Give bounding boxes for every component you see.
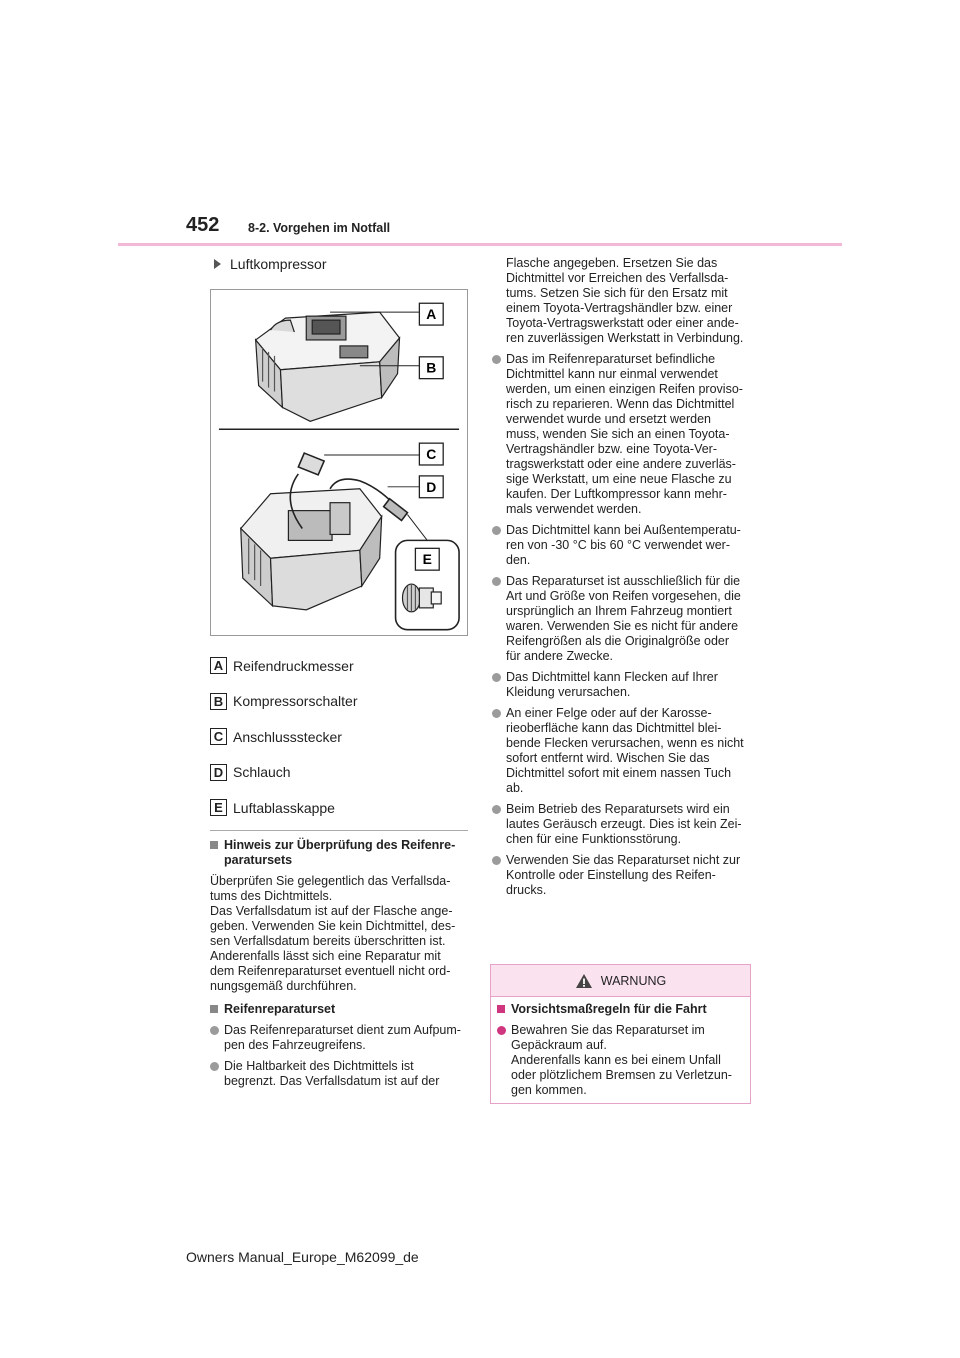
bullet-item bbox=[492, 352, 754, 517]
text-line: Überprüfen Sie gelegentlich das Verfallsda- bbox=[210, 874, 451, 888]
text-line: Dichtmittel vor Erreichen des Verfallsda- bbox=[506, 271, 729, 285]
square-bullet-icon bbox=[210, 1005, 218, 1013]
text-line: sige Werkstatt, um eine neue Flasche zu bbox=[506, 472, 732, 486]
legend-item bbox=[210, 755, 468, 791]
round-bullet-icon bbox=[210, 1026, 219, 1035]
bullet-item bbox=[492, 670, 754, 700]
text-line: rieoberfläche kann das Dichtmittel blei- bbox=[506, 721, 722, 735]
legend-item bbox=[210, 719, 468, 755]
callout-d: D bbox=[426, 478, 437, 495]
text-line: Reifengrößen als die Originalgröße oder bbox=[506, 634, 730, 648]
right-column bbox=[492, 256, 754, 904]
text-line: Das im Reifenreparaturset befindliche bbox=[506, 352, 716, 366]
round-bullet-icon bbox=[492, 355, 501, 364]
legend-text: Luftablasskappe bbox=[233, 799, 335, 816]
text-line: Dichtmittel sofort mit einem nassen Tuch bbox=[506, 766, 732, 780]
text-line: bende Flecken verursachen, wenn es nicht bbox=[506, 736, 744, 750]
text-line: Toyota-Vertragswerkstatt oder einer ande- bbox=[506, 316, 739, 330]
legend-letter: A bbox=[210, 657, 227, 674]
text-line: mals verwendet werden. bbox=[506, 502, 642, 516]
round-bullet-icon bbox=[210, 1062, 219, 1071]
bullet-item bbox=[497, 1023, 744, 1098]
square-bullet-icon bbox=[497, 1005, 505, 1013]
warning-header bbox=[491, 965, 750, 997]
bullet-item bbox=[492, 853, 754, 898]
header-rule bbox=[118, 243, 842, 246]
round-bullet-icon bbox=[492, 709, 501, 718]
legend-letter: E bbox=[210, 799, 227, 816]
warning-box bbox=[490, 964, 751, 1104]
text-line: chen für eine Funktionsstörung. bbox=[506, 832, 682, 846]
legend-text: Anschlussstecker bbox=[233, 728, 342, 745]
bullet-item bbox=[210, 1023, 468, 1053]
text-line: muss, wenden Sie sich an einen Toyota- bbox=[506, 427, 730, 441]
text-line: An einer Felge oder auf der Karosse- bbox=[506, 706, 712, 720]
text-line: Kontrolle oder Einstellung des Reifen- bbox=[506, 868, 716, 882]
text-line: drucks. bbox=[506, 883, 547, 897]
legend-text: Schlauch bbox=[233, 764, 291, 781]
callout-c: C bbox=[426, 446, 437, 463]
section-heading-text bbox=[224, 838, 468, 868]
text-line: Verwenden Sie das Reparaturset nicht zur bbox=[506, 853, 741, 867]
callout-b: B bbox=[426, 359, 437, 376]
legend-text: Reifendruckmesser bbox=[233, 657, 354, 674]
warning-triangle-icon bbox=[575, 973, 593, 989]
round-bullet-icon bbox=[492, 577, 501, 586]
text-line: Bewahren Sie das Reparaturset im bbox=[511, 1023, 705, 1037]
round-bullet-icon bbox=[492, 805, 501, 814]
text-line: ursprünglich an Ihrem Fahrzeug montiert bbox=[506, 604, 732, 618]
section-title: 8-2. Vorgehen im Notfall bbox=[248, 221, 391, 235]
callout-e: E bbox=[422, 551, 432, 568]
bullet-item bbox=[210, 1059, 468, 1089]
text-line: ren zuverlässigen Werkstatt in Verbindung. bbox=[506, 331, 744, 345]
text-line: Das Reifenreparaturset dient zum Aufpum- bbox=[224, 1023, 461, 1037]
text-line: tums des Dichtmittels. bbox=[210, 889, 333, 903]
text-line: Gepäckraum auf. bbox=[511, 1038, 607, 1052]
text-line: verwendet wurde und ersetzt werden bbox=[506, 412, 711, 426]
legend-letter: B bbox=[210, 693, 227, 710]
paragraph bbox=[492, 256, 754, 346]
text-line: sofort entfernt wird. Wischen Sie das bbox=[506, 751, 710, 765]
bullet-item bbox=[492, 706, 754, 796]
bullet-item bbox=[492, 802, 754, 847]
text-line: waren. Verwenden Sie es nicht für andere bbox=[506, 619, 739, 633]
section-heading bbox=[210, 1002, 468, 1017]
text-line: tragswerkstatt oder eine andere zuverläs- bbox=[506, 457, 736, 471]
text-line: Anderenfalls kann es bei einem Unfall bbox=[511, 1053, 721, 1067]
warning-body bbox=[491, 997, 750, 1098]
text-line: einem Toyota-Vertragshändler bzw. einer bbox=[506, 301, 733, 315]
text-line: lautes Geräusch erzeugt. Dies ist kein Zei- bbox=[506, 817, 742, 831]
warning-heading-text: Vorsichtsmaßregeln für die Fahrt bbox=[511, 1002, 707, 1016]
text-line: begrenzt. Das Verfallsdatum ist auf der bbox=[224, 1074, 440, 1088]
page-number: 452 bbox=[186, 214, 220, 236]
compressor-illustration bbox=[211, 290, 467, 635]
text-line: Das Dichtmittel kann bei Außentemperatu- bbox=[506, 523, 741, 537]
text-line: geben. Verwenden Sie kein Dichtmittel, des- bbox=[210, 919, 456, 933]
text-line: Anderenfalls lässt sich eine Reparatur mit bbox=[210, 949, 441, 963]
compressor-upper-drawing bbox=[256, 312, 400, 421]
warning-heading bbox=[497, 1002, 744, 1017]
text-line: risch zu reparieren. Wenn das Dichtmittel bbox=[506, 397, 735, 411]
text-line: tums. Setzen Sie sich für den Ersatz mit bbox=[506, 286, 728, 300]
text-line: pen des Fahrzeugreifens. bbox=[224, 1038, 366, 1052]
bullet-item bbox=[492, 523, 754, 568]
text-line: Art und Größe von Reifen vorgesehen, die bbox=[506, 589, 741, 603]
text-line: sen Verfallsdatum bereits überschritten ist. bbox=[210, 934, 446, 948]
figure-heading bbox=[214, 256, 326, 272]
callout-a: A bbox=[426, 306, 437, 323]
text-line: den. bbox=[506, 553, 531, 567]
text-line: Vertragshändler bzw. eine Toyota-Ver- bbox=[506, 442, 718, 456]
text-line: gen kommen. bbox=[511, 1083, 587, 1097]
footer-text: Owners Manual_Europe_M62099_de bbox=[186, 1249, 419, 1265]
left-column bbox=[210, 838, 468, 1095]
section-divider bbox=[210, 830, 468, 831]
legend-item bbox=[210, 684, 468, 720]
text-line: Dichtmittel kann nur einmal verwendet bbox=[506, 367, 718, 381]
legend-letter: D bbox=[210, 764, 227, 781]
heading-text: Hinweis zur Überprüfung des Reifenre-paratursets bbox=[224, 838, 456, 867]
round-bullet-icon bbox=[492, 673, 501, 682]
round-bullet-icon bbox=[497, 1026, 506, 1035]
round-bullet-icon bbox=[492, 856, 501, 865]
text-line: ab. bbox=[506, 781, 524, 795]
text-line: Das Verfallsdatum ist auf der Flasche ange- bbox=[210, 904, 453, 918]
paragraph bbox=[210, 874, 468, 994]
legend-text: Kompressorschalter bbox=[233, 693, 358, 710]
text-line: für andere Zwecke. bbox=[506, 649, 613, 663]
compressor-lower-drawing bbox=[241, 489, 382, 610]
text-line: Das Reparaturset ist ausschließlich für die bbox=[506, 574, 741, 588]
text-line: Das Dichtmittel kann Flecken auf Ihrer bbox=[506, 670, 718, 684]
legend-letter: C bbox=[210, 728, 227, 745]
text-line: werden, um einen einzigen Reifen proviso- bbox=[506, 382, 743, 396]
text-line: ren von -30 °C bis 60 °C verwendet wer- bbox=[506, 538, 730, 552]
bullet-item bbox=[492, 574, 754, 664]
text-line: Flasche angegeben. Ersetzen Sie das bbox=[506, 256, 718, 270]
section-heading bbox=[210, 838, 468, 868]
square-bullet-icon bbox=[210, 841, 218, 849]
text-line: dem Reifenreparaturset eventuell nicht ord- bbox=[210, 964, 451, 978]
text-line: nungsgemäß durchführen. bbox=[210, 979, 357, 993]
figure-legend bbox=[210, 648, 468, 826]
compressor-figure bbox=[210, 289, 468, 636]
text-line: Die Haltbarkeit des Dichtmittels ist bbox=[224, 1059, 414, 1073]
legend-item bbox=[210, 648, 468, 684]
text-line: kaufen. Der Luftkompressor kann mehr- bbox=[506, 487, 727, 501]
text-line: Kleidung verursachen. bbox=[506, 685, 631, 699]
figure-heading-text: Luftkompressor bbox=[230, 256, 327, 272]
round-bullet-icon bbox=[492, 526, 501, 535]
text-line: oder plötzlichem Bremsen zu Verletzun- bbox=[511, 1068, 732, 1082]
section-heading-text: Reifenreparaturset bbox=[224, 1002, 336, 1016]
triangle-bullet-icon bbox=[214, 259, 221, 269]
warning-title: WARNUNG bbox=[600, 973, 667, 988]
text-line: Beim Betrieb des Reparatursets wird ein bbox=[506, 802, 730, 816]
legend-item bbox=[210, 790, 468, 826]
